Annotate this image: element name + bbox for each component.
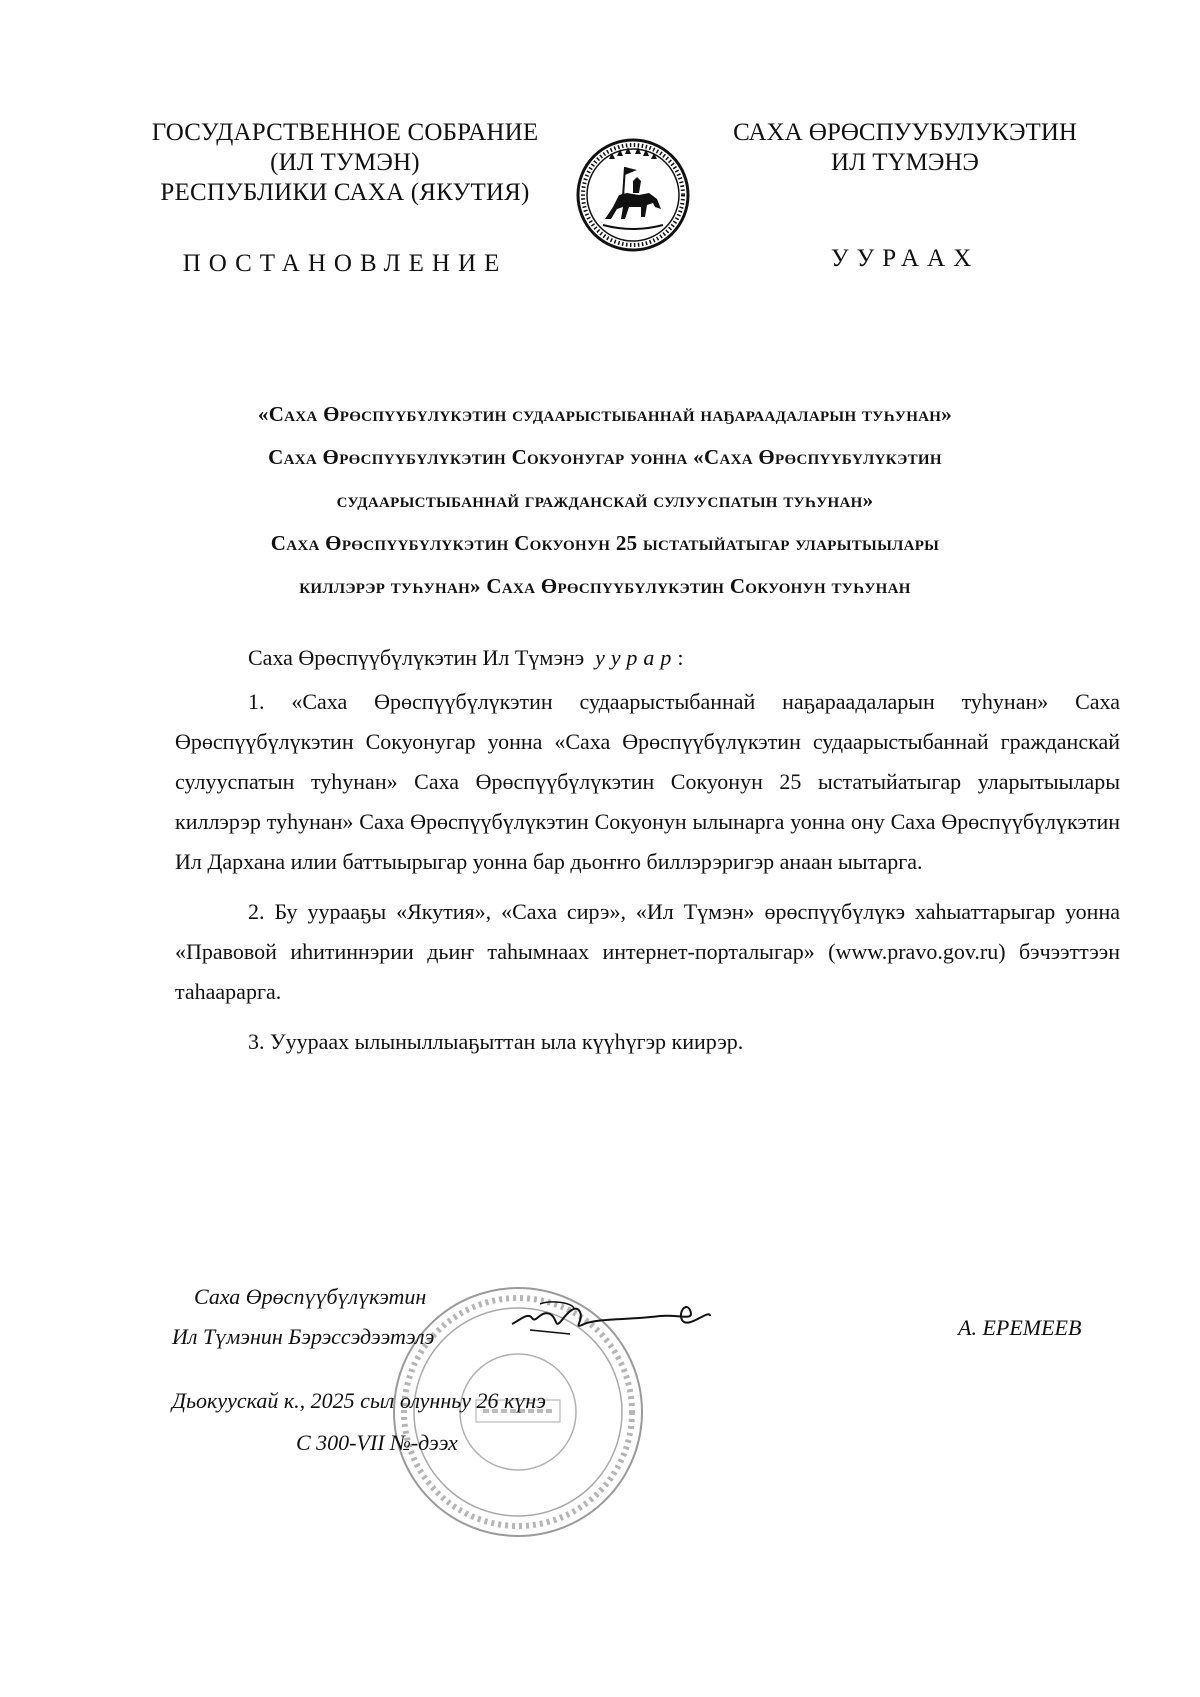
header-left-line-1: ГОСУДАРСТВЕННОЕ СОБРАНИЕ (151, 119, 539, 146)
header-right-line-2: ИЛ ТҮМЭНЭ (831, 149, 979, 176)
coat-of-arms-emblem-icon (575, 137, 691, 253)
header-left-russian (140, 118, 550, 208)
clause-3: 3. Ууураах ылыныллыаҕыттан ыла күүһүгэр киирэр. (248, 1029, 744, 1054)
position-line-2: Ил Түмэнин Бэрэссэдээтэлэ (172, 1324, 435, 1349)
signatory-position (172, 1277, 434, 1357)
header-right-sakha (715, 118, 1095, 178)
clause-2: 2. Бу уурааҕы «Якутия», «Саха сирэ», «Ил Түмэн» өрөспүүбүлүкэ хаһыаттарыгар уонна «Правовой иһитиннэрии дьиҥ таһымнаах интернет-порталыгар» (www.pravo.gov.ru) бэчээттээн таһаарарга. (175, 899, 1120, 1004)
resolution-intro (248, 645, 684, 671)
intro-prefix: Саха Өрөспүүбүлүкэтин Ил Түмэнэ (248, 645, 585, 670)
title-line-3: судаарыстыбаннай гражданскай сулууспатын туһунан» (336, 488, 874, 512)
doc-type-russian: ПОСТАНОВЛЕНИЕ (182, 250, 508, 277)
doc-type-sakha: УУРААХ (830, 245, 980, 272)
resolution-body (175, 682, 1120, 1072)
header-left-line-3: РЕСПУБЛИКИ САХА (ЯКУТИЯ) (160, 179, 530, 206)
header-left-line-2: (ИЛ ТУМЭН) (270, 149, 420, 176)
resolution-title (165, 393, 1045, 608)
intro-decree-word: уурар (595, 645, 678, 670)
title-line-4: Саха Өрөспүүбүлүкэтин Сокуонун 25 ыстатыйатыгар уларытыылары (270, 531, 940, 555)
signatory-name: А. ЕРЕМЕЕВ (958, 1315, 1082, 1340)
title-line-1: «Саха Өрөспүүбүлүкэтин судаарыстыбаннай наҕараадаларын туһунан» (257, 402, 953, 426)
document-number: С 300-VII №-дээх (296, 1430, 458, 1455)
title-line-5: киллэрэр туһунан» Саха Өрөспүүбүлүкэтин Сокуонун туһунан (299, 574, 911, 598)
intro-suffix: : (677, 645, 684, 670)
header-right-line-1: САХА ӨРӨСПУУБУЛУКЭТИН (733, 119, 1077, 146)
signing-date: Дьокуускай к., 2025 сыл олунньу 26 күнэ (172, 1388, 546, 1413)
title-line-2: Саха Өрөспүүбүлүкэтин Сокуонугар уонна «Саха Өрөспүүбүлүкэтин (268, 445, 942, 469)
handwritten-signature (510, 1290, 770, 1350)
position-line-1: Саха Өрөспүүбүлүкэтин (194, 1284, 427, 1309)
clause-1: 1. «Саха Өрөспүүбүлүкэтин судаарыстыбаннай наҕараадаларын туһунан» Саха Өрөспүүбүлүкэтин Сокуонугар уонна «Саха Өрөспүүбүлүкэтин судаарыстыбаннай гражданскай сулууспатын туһунан» Саха Өрөспүүбүлүкэтин Сокуонун 25 ыстатыйатыгар уларытыылары киллэрэр туһунан» Саха Өрөспүүбүлүкэтин Сокуонун ылынарга уонна ону Саха Өрөспүүбүлүкэтин Ил Дархана илии баттыырыгар уонна бар дьоҥҥо биллэрэригэр анаан ыытарга. (175, 689, 1120, 874)
